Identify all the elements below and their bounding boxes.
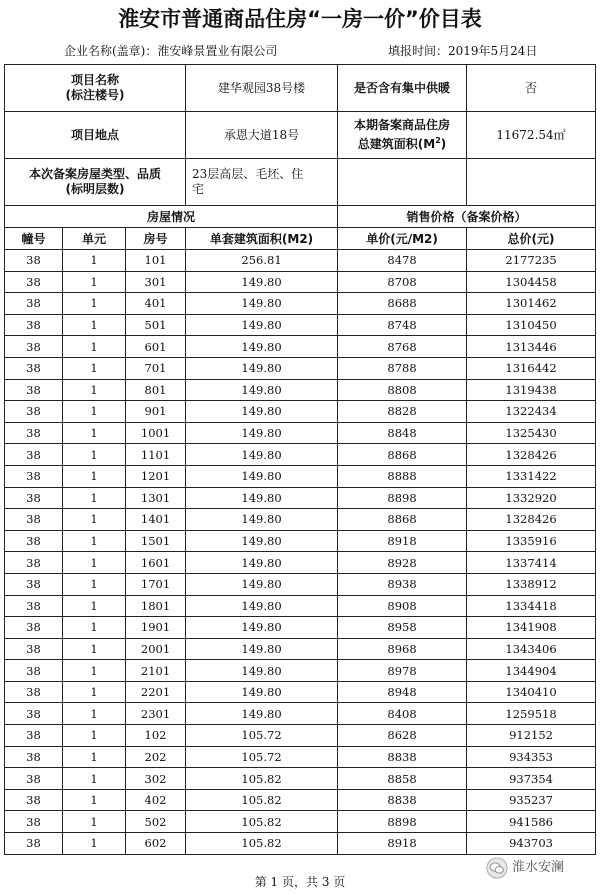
cell-room-no: 1901 [126,617,186,639]
cell-total-price: 1334418 [467,595,596,617]
cell-unit-area: 149.80 [186,617,338,639]
table-row [5,833,596,855]
cell-room-no: 202 [126,746,186,768]
cell-room-no: 1301 [126,487,186,509]
column-header: 单价(元/M2) [338,228,467,250]
cell-unit-price: 8918 [338,833,467,855]
cell-total-price: 1313446 [467,336,596,358]
column-header: 房号 [126,228,186,250]
cell-total-price: 941586 [467,811,596,833]
cell-unit-no: 1 [63,509,126,531]
cell-unit-area: 149.80 [186,509,338,531]
cell-building-no: 38 [5,552,63,574]
cell-unit-no: 1 [63,595,126,617]
data-rows [5,250,596,855]
cell-building-no: 38 [5,465,63,487]
cell-unit-area: 149.80 [186,487,338,509]
cell-unit-price: 8868 [338,509,467,531]
house-info-header: 房屋情况 [5,206,338,228]
cell-total-price: 1340410 [467,681,596,703]
document-title: 淮安市普通商品住房“一房一价”价目表 [118,7,482,31]
cell-room-no: 601 [126,336,186,358]
cell-building-no: 38 [5,444,63,466]
price-table [4,64,596,855]
house-type-label: 本次备案房屋类型、品质 (标明层数) [5,159,186,206]
total-area-label: 本期备案商品住房 总建筑面积$(M^2)$ [338,112,467,159]
cell-unit-area: 149.80 [186,660,338,682]
cell-room-no: 1501 [126,530,186,552]
cell-total-price: 1325430 [467,422,596,444]
cell-total-price: 1335916 [467,530,596,552]
total-area-value: 11672.54㎡ [467,112,596,159]
table-row [5,552,596,574]
cell-unit-price: 8768 [338,336,467,358]
table-row [5,509,596,531]
cell-total-price: 943703 [467,833,596,855]
cell-unit-price: 8838 [338,789,467,811]
cell-unit-area: 149.80 [186,336,338,358]
cell-unit-price: 8748 [338,314,467,336]
cell-room-no: 1101 [126,444,186,466]
cell-building-no: 38 [5,746,63,768]
cell-unit-area: 105.82 [186,768,338,790]
cell-building-no: 38 [5,703,63,725]
cell-unit-no: 1 [63,768,126,790]
page-footer: 第 1 页，共 3 页 [254,875,346,889]
cell-building-no: 38 [5,530,63,552]
cell-total-price: 1328426 [467,509,596,531]
cell-unit-price: 8968 [338,638,467,660]
cell-total-price: 1344904 [467,660,596,682]
cell-unit-price: 8408 [338,703,467,725]
cell-unit-price: 8848 [338,422,467,444]
cell-room-no: 901 [126,401,186,423]
cell-unit-area: 149.80 [186,314,338,336]
table-row [5,746,596,768]
cell-unit-no: 1 [63,638,126,660]
cell-unit-price: 8688 [338,293,467,315]
cell-unit-area: 105.82 [186,811,338,833]
cell-unit-no: 1 [63,725,126,747]
table-row [5,487,596,509]
cell-unit-area: 149.80 [186,638,338,660]
cell-room-no: 801 [126,379,186,401]
table-row [5,357,596,379]
cell-building-no: 38 [5,768,63,790]
cell-unit-no: 1 [63,811,126,833]
cell-building-no: 38 [5,357,63,379]
watermark-text: 淮水安澜 [512,860,565,875]
cell-unit-price: 8868 [338,444,467,466]
cell-unit-no: 1 [63,660,126,682]
cell-total-price: 1332920 [467,487,596,509]
cell-unit-price: 8908 [338,595,467,617]
cell-building-no: 38 [5,833,63,855]
column-header: 总价(元) [467,228,596,250]
heating-value: 否 [467,65,596,112]
cell-unit-price: 8628 [338,725,467,747]
cell-unit-price: 8938 [338,573,467,595]
table-row [5,725,596,747]
cell-unit-no: 1 [63,357,126,379]
cell-total-price: 2177235 [467,250,596,272]
cell-unit-no: 1 [63,336,126,358]
cell-unit-price: 8978 [338,660,467,682]
cell-unit-area: 149.80 [186,595,338,617]
table-row [5,573,596,595]
cell-unit-price: 8708 [338,271,467,293]
cell-building-no: 38 [5,573,63,595]
cell-building-no: 38 [5,660,63,682]
cell-unit-price: 8898 [338,487,467,509]
cell-unit-no: 1 [63,833,126,855]
column-header: 单套建筑面积(M2) [186,228,338,250]
cell-room-no: 1401 [126,509,186,531]
cell-building-no: 38 [5,789,63,811]
cell-unit-price: 8898 [338,811,467,833]
cell-building-no: 38 [5,336,63,358]
cell-total-price: 1338912 [467,573,596,595]
cell-building-no: 38 [5,509,63,531]
cell-total-price: 1337414 [467,552,596,574]
sales-price-header: 销售价格（备案价格） [338,206,596,228]
table-row [5,660,596,682]
cell-unit-area: 149.80 [186,552,338,574]
cell-unit-no: 1 [63,379,126,401]
fill-date: 填报时间：2019年5月24日 [388,44,538,58]
cell-unit-price: 8958 [338,617,467,639]
heating-label: 是否含有集中供暖 [338,65,467,112]
cell-room-no: 101 [126,250,186,272]
cell-room-no: 301 [126,271,186,293]
cell-unit-price: 8918 [338,530,467,552]
table-row [5,444,596,466]
cell-unit-no: 1 [63,293,126,315]
cell-unit-no: 1 [63,617,126,639]
cell-unit-no: 1 [63,746,126,768]
cell-room-no: 2301 [126,703,186,725]
cell-unit-area: 105.82 [186,833,338,855]
table-row [5,465,596,487]
cell-room-no: 2001 [126,638,186,660]
cell-building-no: 38 [5,401,63,423]
cell-unit-area: 149.80 [186,465,338,487]
cell-unit-no: 1 [63,314,126,336]
column-headers [5,228,596,250]
cell-building-no: 38 [5,681,63,703]
cell-unit-no: 1 [63,487,126,509]
cell-total-price: 1304458 [467,271,596,293]
cell-unit-no: 1 [63,271,126,293]
cell-room-no: 1001 [126,422,186,444]
cell-building-no: 38 [5,725,63,747]
empty-cell [467,159,596,206]
cell-unit-area: 149.80 [186,271,338,293]
cell-room-no: 701 [126,357,186,379]
cell-unit-area: 256.81 [186,250,338,272]
cell-unit-price: 8928 [338,552,467,574]
cell-total-price: 1259518 [467,703,596,725]
cell-unit-area: 105.72 [186,725,338,747]
cell-unit-price: 8888 [338,465,467,487]
table-row [5,379,596,401]
table-row [5,811,596,833]
cell-total-price: 1322434 [467,401,596,423]
cell-total-price: 1331422 [467,465,596,487]
cell-room-no: 302 [126,768,186,790]
cell-total-price: 935237 [467,789,596,811]
cell-room-no: 1601 [126,552,186,574]
table-row [5,638,596,660]
cell-unit-price: 8828 [338,401,467,423]
table-row [5,336,596,358]
cell-unit-no: 1 [63,552,126,574]
cell-building-no: 38 [5,271,63,293]
cell-unit-area: 105.82 [186,789,338,811]
cell-room-no: 1801 [126,595,186,617]
cell-building-no: 38 [5,811,63,833]
cell-total-price: 912152 [467,725,596,747]
cell-room-no: 402 [126,789,186,811]
cell-unit-no: 1 [63,401,126,423]
cell-unit-area: 149.80 [186,444,338,466]
column-header: 幢号 [5,228,63,250]
cell-total-price: 937354 [467,768,596,790]
table-row [5,293,596,315]
cell-unit-area: 105.72 [186,746,338,768]
cell-unit-area: 149.80 [186,422,338,444]
project-name-label: 项目名称 (标注楼号) [5,65,186,112]
table-row [5,250,596,272]
cell-unit-area: 149.80 [186,573,338,595]
cell-building-no: 38 [5,638,63,660]
cell-total-price: 1310450 [467,314,596,336]
cell-unit-no: 1 [63,422,126,444]
table-row [5,314,596,336]
cell-unit-no: 1 [63,789,126,811]
cell-unit-area: 149.80 [186,293,338,315]
cell-total-price: 1316442 [467,357,596,379]
info-section [5,65,596,250]
cell-total-price: 1328426 [467,444,596,466]
table-row [5,789,596,811]
table-row [5,530,596,552]
cell-unit-no: 1 [63,444,126,466]
cell-unit-price: 8808 [338,379,467,401]
table-row [5,768,596,790]
cell-room-no: 1701 [126,573,186,595]
cell-room-no: 401 [126,293,186,315]
cell-total-price: 1341908 [467,617,596,639]
cell-unit-price: 8478 [338,250,467,272]
cell-unit-price: 8788 [338,357,467,379]
cell-total-price: 1319438 [467,379,596,401]
cell-building-no: 38 [5,314,63,336]
cell-total-price: 1343406 [467,638,596,660]
table-row [5,681,596,703]
cell-unit-no: 1 [63,681,126,703]
project-name-value: 建华观园38号楼 [186,65,338,112]
table-row [5,422,596,444]
cell-unit-price: 8838 [338,746,467,768]
house-type-value: 23层高层、毛坯、住 宅 [186,159,338,206]
cell-unit-area: 149.80 [186,530,338,552]
company-name: 企业名称(盖章)：淮安峰景置业有限公司 [64,44,278,58]
cell-unit-no: 1 [63,250,126,272]
cell-unit-area: 149.80 [186,681,338,703]
cell-room-no: 1201 [126,465,186,487]
cell-unit-area: 149.80 [186,379,338,401]
cell-unit-price: 8858 [338,768,467,790]
cell-room-no: 501 [126,314,186,336]
cell-room-no: 2101 [126,660,186,682]
cell-unit-no: 1 [63,530,126,552]
table-row [5,271,596,293]
cell-unit-no: 1 [63,703,126,725]
table-row [5,703,596,725]
cell-room-no: 2201 [126,681,186,703]
cell-unit-no: 1 [63,465,126,487]
cell-building-no: 38 [5,293,63,315]
cell-building-no: 38 [5,617,63,639]
column-header: 单元 [63,228,126,250]
cell-unit-price: 8948 [338,681,467,703]
cell-building-no: 38 [5,250,63,272]
cell-room-no: 502 [126,811,186,833]
cell-total-price: 1301462 [467,293,596,315]
cell-unit-area: 149.80 [186,401,338,423]
cell-unit-area: 149.80 [186,357,338,379]
cell-total-price: 934353 [467,746,596,768]
cell-unit-area: 149.80 [186,703,338,725]
project-location-value: 承恩大道18号 [186,112,338,159]
table-row [5,595,596,617]
empty-cell [338,159,467,206]
cell-unit-no: 1 [63,573,126,595]
cell-building-no: 38 [5,595,63,617]
cell-room-no: 102 [126,725,186,747]
table-row [5,617,596,639]
cell-room-no: 602 [126,833,186,855]
project-location-label: 项目地点 [5,112,186,159]
cell-building-no: 38 [5,379,63,401]
cell-building-no: 38 [5,487,63,509]
table-row [5,401,596,423]
cell-building-no: 38 [5,422,63,444]
